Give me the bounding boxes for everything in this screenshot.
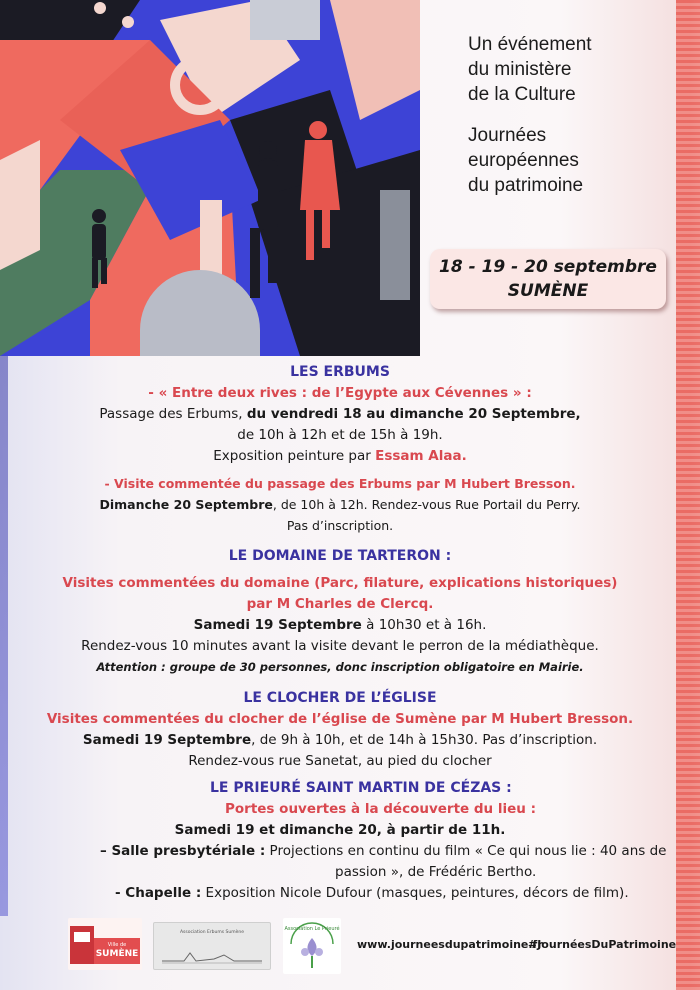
event-line: Journées: [468, 125, 547, 146]
event-line: du patrimoine: [468, 175, 584, 196]
prieure-salle: [20, 841, 667, 862]
org-line: de la Culture: [468, 84, 576, 105]
svg-text:Association Le Prieuré: Association Le Prieuré: [284, 926, 340, 932]
svg-text:SUMÈNE: SUMÈNE: [95, 949, 139, 959]
artist-name: Essam Alaa.: [375, 448, 467, 464]
section-title-erbums: LES ERBUMS: [290, 364, 390, 380]
illustration-artwork: [0, 0, 420, 356]
erbums-subtitle: - « Entre deux rives : de l’Egypte aux Cévennes » :: [148, 385, 532, 401]
text: à 10h30 et à 16h.: [361, 617, 487, 633]
text-bold: du vendredi 18 au dimanche 20 Septembre,: [246, 406, 581, 422]
prieure-association-logo: [283, 918, 341, 974]
erbums-line-3: [20, 446, 660, 467]
text: Projections en continu du film « Ce qui nous lie : 40 ans de: [265, 843, 667, 859]
org-line: du ministère: [468, 59, 572, 80]
prieure-line-1: Samedi 19 et dimanche 20, à partir de 11h.: [174, 822, 506, 838]
erbums-line-4: [20, 494, 660, 515]
text: , de 9h à 10h, et de 14h à 15h30. Pas d’inscription.: [251, 732, 598, 748]
tarteron-line-1: [20, 615, 660, 636]
event-town: SUMÈNE: [507, 281, 589, 301]
erbums-line-2: de 10h à 12h et de 15h à 19h.: [237, 427, 443, 443]
svg-text:Association Erbums Sumène: Association Erbums Sumène: [179, 930, 245, 935]
event-dates: 18 - 19 - 20 septembre: [439, 257, 657, 277]
prieure-chapelle: [20, 883, 660, 904]
organizer-block: [468, 32, 678, 198]
text: Passage des Erbums,: [99, 406, 247, 422]
svg-text:Ville de: Ville de: [107, 942, 127, 948]
hashtag: #JournéesDuPatrimoine: [528, 938, 677, 951]
section-title-tarteron: LE DOMAINE DE TARTERON :: [228, 548, 452, 564]
text: Exposition peinture par: [213, 448, 376, 464]
erbums-visit: - Visite commentée du passage des Erbums par M Hubert Bresson.: [104, 476, 576, 491]
decorative-stripe-right: [676, 0, 700, 990]
website-link[interactable]: www.journeesdupatrimoine.fr: [357, 938, 543, 951]
text: Exposition Nicole Dufour (masques, peintures, décors de film).: [201, 885, 629, 901]
tarteron-sub-1: Visites commentées du domaine (Parc, filature, explications historiques): [62, 575, 618, 591]
text: , de 10h à 12h. Rendez-vous Rue Portail du Perry.: [272, 497, 581, 512]
text-bold: Samedi 19 Septembre: [193, 617, 362, 633]
prieure-sub: Portes ouvertes à la découverte du lieu :: [225, 801, 536, 817]
header-illustration: [0, 0, 420, 356]
text-bold: Samedi 19 Septembre: [82, 732, 252, 748]
clocher-line-1: [20, 730, 660, 751]
text-bold: - Chapelle :: [115, 885, 202, 901]
tarteron-note: Attention : groupe de 30 personnes, donc inscription obligatoire en Mairie.: [96, 660, 584, 674]
tarteron-sub-2: par M Charles de Clercq.: [246, 596, 434, 612]
org-line: Un événement: [468, 34, 592, 55]
clocher-sub: Visites commentées du clocher de l’église de Sumène par M Hubert Bresson.: [46, 711, 634, 727]
sumene-logo: [68, 918, 142, 970]
event-line: européennes: [468, 150, 579, 171]
prieure-salle-2: passion », de Frédéric Bertho.: [335, 864, 537, 880]
clocher-line-2: Rendez-vous rue Sanetat, au pied du clocher: [188, 753, 492, 769]
text-bold: – Salle presbytériale :: [100, 843, 266, 859]
footer: [0, 912, 700, 990]
date-location-box: [430, 249, 666, 309]
erbums-line-5: Pas d’inscription.: [286, 518, 394, 533]
erbums-association-logo: [153, 922, 271, 970]
section-title-clocher: LE CLOCHER DE L’ÉGLISE: [243, 690, 437, 706]
tarteron-line-2: Rendez-vous 10 minutes avant la visite devant le perron de la médiathèque.: [81, 638, 599, 654]
decorative-stripe-left: [0, 356, 8, 916]
program: [20, 362, 667, 904]
text-bold: Dimanche 20 Septembre: [99, 497, 273, 512]
erbums-line-1: [20, 404, 660, 425]
section-title-prieure: LE PRIEURÉ SAINT MARTIN DE CÉZAS :: [210, 780, 512, 796]
